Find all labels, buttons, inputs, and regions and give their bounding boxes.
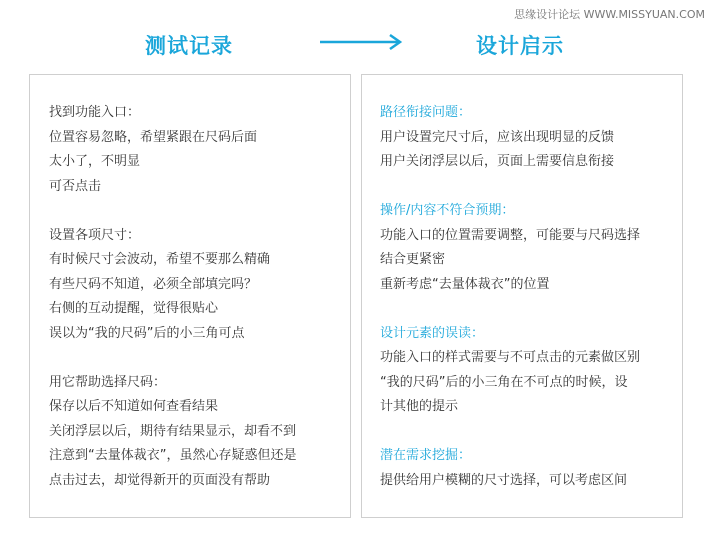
- heading-test-records: 测试记录: [145, 34, 233, 58]
- site-watermark: 思缘设计论坛 WWW.MISSYUAN.COM: [514, 8, 705, 21]
- section-line: 关闭浮层以后，期待有结果显示，却看不到: [49, 423, 297, 439]
- section-title: 路径衔接问题：: [380, 105, 472, 120]
- section-line: 点击过去，却觉得新开的页面没有帮助: [49, 472, 271, 488]
- section-line: 功能入口的位置需要调整，可能要与尺码选择: [380, 227, 641, 243]
- section-line: 提供给用户模糊的尺寸选择，可以考虑区间: [380, 472, 628, 488]
- section-line: 功能入口的样式需要与不可点击的元素做区别: [380, 350, 641, 365]
- section-title: 操作/内容不符合预期：: [380, 203, 515, 218]
- section-title: 潜在需求挖掘：: [380, 448, 472, 463]
- heading-design-insights: 设计启示: [476, 34, 564, 58]
- section-title: 找到功能入口：: [49, 105, 141, 120]
- design-insights-panel: [361, 74, 683, 518]
- section-line: “我的尺码”后的小三角在不可点的时候，设: [380, 374, 628, 390]
- section-line: 位置容易忽略，希望紧跟在尺码后面: [49, 129, 258, 145]
- section-line: 用户设置完尺寸后，应该出现明显的反馈: [380, 129, 615, 145]
- section-line: 有时候尺寸会波动，希望不要那么精确: [49, 252, 271, 267]
- section-title: 设计元素的误读：: [380, 325, 485, 341]
- insight-section: [380, 322, 682, 420]
- test-records-panel: [29, 74, 351, 518]
- section-line: 保存以后不知道如何查看结果: [49, 399, 219, 414]
- insight-section: [380, 101, 682, 175]
- record-section: [49, 371, 350, 494]
- insight-section: [380, 199, 682, 297]
- section-line: 重新考虑“去量体裁衣”的位置: [380, 276, 550, 292]
- insight-section: [380, 444, 682, 493]
- section-line: 右侧的互动提醒，觉得很贴心: [49, 301, 219, 316]
- section-line: 用户关闭浮层以后，页面上需要信息衔接: [380, 154, 615, 169]
- section-line: 误以为“我的尺码”后的小三角可点: [49, 325, 245, 341]
- record-section: [49, 224, 350, 347]
- section-line: 注意到“去量体裁衣”，虽然心存疑惑但还是: [49, 448, 297, 463]
- section-title: 设置各项尺寸：: [49, 227, 141, 243]
- section-line: 有些尺码不知道，必须全部填完吗？: [49, 276, 258, 292]
- record-section: [49, 101, 350, 199]
- section-line: 结合更紧密: [380, 252, 446, 267]
- section-line: 太小了，不明显: [49, 154, 141, 169]
- section-line: 计其他的提示: [380, 399, 459, 414]
- right-arrow-icon: [318, 34, 408, 50]
- section-line: 可否点击: [49, 178, 102, 194]
- section-title: 用它帮助选择尺码：: [49, 374, 167, 390]
